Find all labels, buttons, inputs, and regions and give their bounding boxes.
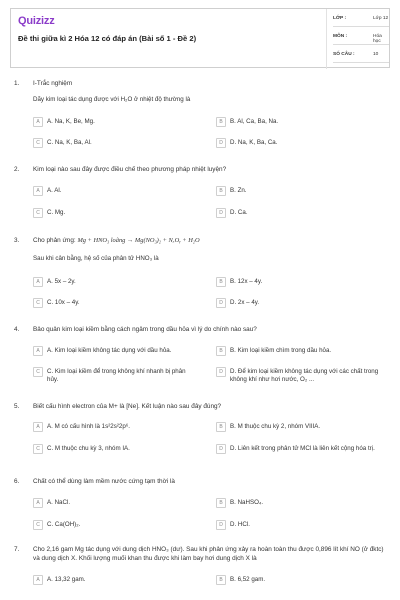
option-a[interactable] bbox=[33, 345, 203, 358]
option-text: A. 13,32 gam. bbox=[47, 576, 86, 583]
option-text: C. Kim loại kiềm để trong không khí nhanh bị phân hủy. bbox=[47, 368, 186, 383]
option-c[interactable] bbox=[33, 297, 203, 310]
option-a[interactable] bbox=[33, 276, 203, 289]
option-letter: B bbox=[216, 117, 226, 127]
option-d[interactable] bbox=[216, 443, 386, 465]
option-a[interactable] bbox=[33, 116, 203, 129]
option-letter: A bbox=[33, 186, 43, 196]
option-letter: A bbox=[33, 575, 43, 585]
question-text: Bảo quản kim loại kiềm bằng cách ngâm trong dầu hỏa vì lý do chính nào sau? bbox=[33, 326, 257, 333]
option-letter: C bbox=[33, 520, 43, 530]
option-text: B. NaHSO₄. bbox=[230, 499, 264, 506]
section-label: I-Trắc nghiệm bbox=[33, 80, 73, 87]
option-letter: D bbox=[216, 444, 226, 454]
option-text: D. HCl. bbox=[230, 521, 250, 528]
question-text: Cho phản ứng: Mg + HNO₃ loãng → Mg(NO₃)₂ + NₓOᵧ + H₂O bbox=[33, 237, 200, 244]
option-text: A. M có cấu hình là 1s²2s²2p⁶. bbox=[47, 423, 131, 430]
option-text: B. 12x – 4y. bbox=[230, 278, 263, 285]
question-number: 6. bbox=[14, 478, 20, 485]
question-text: Biết cấu hình electron của M+ là [Ne]. Kết luận nào sau đây đúng? bbox=[33, 403, 222, 410]
option-b[interactable] bbox=[216, 497, 386, 510]
option-letter: B bbox=[216, 498, 226, 508]
option-c[interactable] bbox=[33, 443, 203, 465]
option-letter: C bbox=[33, 138, 43, 148]
option-text: D. Liên kết trong phân tử MCl là liên kết cộng hóa trị. bbox=[230, 445, 375, 452]
meta-grade: LỚP : Lớp 12 bbox=[333, 13, 389, 27]
option-text: D. Ca. bbox=[230, 209, 248, 216]
option-b[interactable] bbox=[216, 116, 386, 129]
option-a[interactable] bbox=[33, 421, 203, 434]
option-letter: D bbox=[216, 138, 226, 148]
question-number: 2. bbox=[14, 166, 20, 173]
option-b[interactable] bbox=[216, 574, 386, 587]
option-text: C. 10x – 4y. bbox=[47, 299, 80, 306]
question-number: 5. bbox=[14, 403, 20, 410]
option-b[interactable] bbox=[216, 185, 386, 198]
option-c[interactable] bbox=[33, 137, 203, 150]
question-number: 3. bbox=[14, 237, 20, 244]
option-text: B. Kim loại kiềm chìm trong dầu hỏa. bbox=[230, 347, 332, 354]
option-text: C. Mg. bbox=[47, 209, 66, 216]
option-letter: D bbox=[216, 520, 226, 530]
question-text: Kim loại nào sau đây được điều chế theo phương pháp nhiệt luyện? bbox=[33, 166, 227, 173]
option-letter: B bbox=[216, 186, 226, 196]
option-a[interactable] bbox=[33, 574, 203, 587]
option-text: B. 6,52 gam. bbox=[230, 576, 266, 583]
option-letter: B bbox=[216, 422, 226, 432]
option-d[interactable] bbox=[216, 297, 386, 310]
meta-question-count: SỐ CÂU : 10 bbox=[333, 49, 389, 63]
option-letter: B bbox=[216, 575, 226, 585]
option-a[interactable] bbox=[33, 497, 203, 510]
option-text: D. Na, K, Ba, Ca. bbox=[230, 139, 278, 146]
option-text: B. M thuộc chu kỳ 2, nhóm VIIIA. bbox=[230, 423, 321, 430]
option-letter: C bbox=[33, 298, 43, 308]
option-letter: A bbox=[33, 277, 43, 287]
question-text: Cho 2,16 gam Mg tác dụng với dung dịch HNO₃ (dư). Sau khi phản ứng xảy ra hoàn toàn thu được 0,896 lít khí NO (ở đktc) và dung dịch X. Khối lượng muối khan thu được khi làm bay hơi dung dịch X là bbox=[33, 546, 384, 562]
option-letter: A bbox=[33, 422, 43, 432]
option-text: A. 5x – 2y. bbox=[47, 278, 76, 285]
option-text: A. Kim loại kiềm không tác dụng với dầu hỏa. bbox=[47, 347, 172, 354]
option-d[interactable] bbox=[216, 366, 386, 388]
option-letter: D bbox=[216, 367, 226, 377]
meta-subject: MÔN : Hóa học bbox=[333, 31, 389, 45]
option-b[interactable] bbox=[216, 276, 386, 289]
meta-panel bbox=[326, 9, 391, 69]
option-d[interactable] bbox=[216, 519, 386, 532]
question-text: Chất có thể dùng làm mềm nước cứng tạm thời là bbox=[33, 478, 175, 485]
option-letter: B bbox=[216, 346, 226, 356]
option-letter: B bbox=[216, 277, 226, 287]
option-letter: A bbox=[33, 117, 43, 127]
question-number: 1. bbox=[14, 80, 20, 87]
page-title: Đề thi giữa kì 2 Hóa 12 có đáp án (Bài số 1 - Đề 2) bbox=[18, 34, 197, 43]
option-c[interactable] bbox=[33, 519, 203, 532]
option-text: A. NaCl. bbox=[47, 499, 71, 506]
option-a[interactable] bbox=[33, 185, 203, 198]
worksheet-header bbox=[10, 8, 390, 68]
question-number: 4. bbox=[14, 326, 20, 333]
option-text: C. Ca(OH)₂. bbox=[47, 521, 81, 528]
option-text: A. Al. bbox=[47, 187, 62, 194]
option-letter: C bbox=[33, 444, 43, 454]
question-number: 7. bbox=[14, 546, 20, 553]
reaction-equation: Mg + HNO₃ loãng → Mg(NO₃)₂ + NₓOᵧ + H₂O bbox=[77, 237, 200, 244]
option-text: B. Zn. bbox=[230, 187, 247, 194]
option-d[interactable] bbox=[216, 207, 386, 220]
option-letter: D bbox=[216, 298, 226, 308]
option-letter: C bbox=[33, 208, 43, 218]
quizizz-logo: Quizizz bbox=[18, 15, 55, 27]
option-letter: A bbox=[33, 498, 43, 508]
option-b[interactable] bbox=[216, 421, 386, 434]
option-text: A. Na, K, Be, Mg. bbox=[47, 118, 95, 125]
option-text: D. Để kim loại kiềm không tác dụng với các chất trong không khí như hơi nước, O₂ ... bbox=[230, 368, 379, 383]
question-text: Dãy kim loại tác dụng được với H₂O ở nhiệt độ thường là bbox=[33, 96, 191, 103]
option-text: C. M thuộc chu kỳ 3, nhóm IA. bbox=[47, 445, 130, 452]
option-c[interactable] bbox=[33, 207, 203, 220]
option-letter: D bbox=[216, 208, 226, 218]
option-text: B. Al, Ca, Ba, Na. bbox=[230, 118, 279, 125]
option-b[interactable] bbox=[216, 345, 386, 358]
option-text: D. 2x – 4y. bbox=[230, 299, 260, 306]
option-text: C. Na, K, Ba, Al. bbox=[47, 139, 92, 146]
option-letter: A bbox=[33, 346, 43, 356]
option-d[interactable] bbox=[216, 137, 386, 150]
option-c[interactable] bbox=[33, 366, 203, 388]
question-subtext: Sau khi cân bằng, hệ số của phân tử HNO₃ là bbox=[33, 255, 159, 262]
option-letter: C bbox=[33, 367, 43, 377]
